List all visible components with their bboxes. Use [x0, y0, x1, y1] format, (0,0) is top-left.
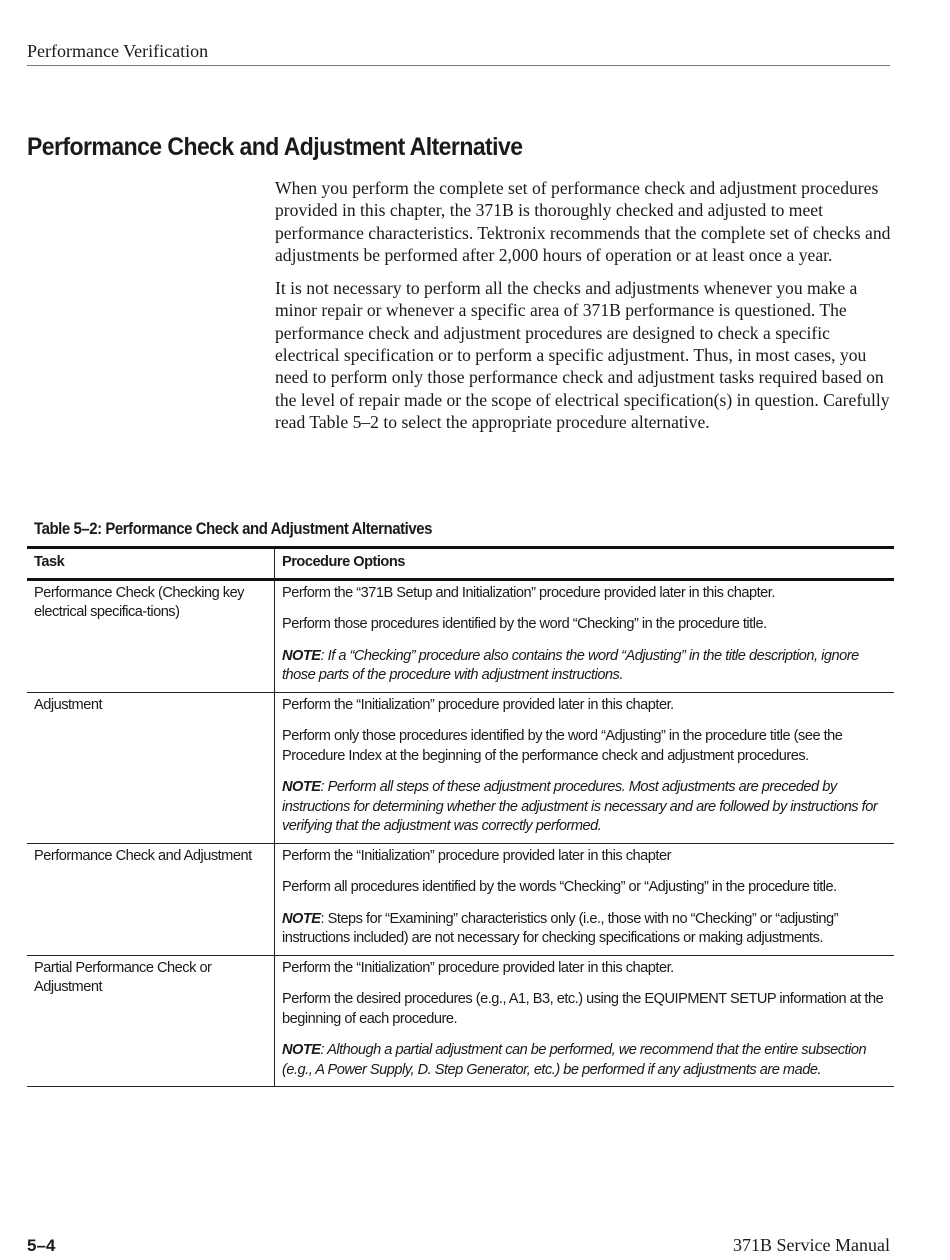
manual-title: 371B Service Manual [733, 1235, 890, 1255]
note [282, 778, 888, 837]
running-head: Performance Verification [27, 41, 209, 61]
option-text: Perform the “Initialization” procedure provided later in this chapter. [282, 696, 674, 713]
procedure-option [282, 727, 888, 766]
option-text: : Steps for “Examining” characteristics only (i.e., those with no “Checking” or “adjusting” instructions included) are not necessary for checking specifications or making adjustments. [282, 910, 838, 946]
note [282, 910, 888, 949]
table-header-row [27, 548, 894, 580]
task-cell: Partial Performance Check or Adjustment [27, 955, 275, 1087]
procedure-option [282, 584, 888, 604]
table-row [27, 579, 894, 692]
note-label: NOTE [282, 779, 321, 795]
procedure-option [282, 696, 888, 716]
task-cell: Performance Check (Checking key electrical specifica-tions) [27, 579, 275, 692]
option-text: Perform the desired procedures (e.g., A1, B3, etc.) using the EQUIPMENT SETUP information at the beginning of each procedure. [282, 991, 884, 1027]
note [282, 1041, 888, 1080]
procedure-option [282, 615, 888, 635]
options-cell [275, 579, 895, 692]
alternatives-table [27, 546, 894, 1087]
paragraph: It is not necessary to perform all the checks and adjustments whenever you make a minor repair or whenever a specific area of 371B performance is questioned. The performance check and adjustment procedures are designed to check a specific electrical specification or to perform a specific adjustment. Thus, in most cases, you need to perform only those performance check and adjustment tasks required based on the level of repair made or the scope of electrical specification(s) in question. Carefully read Table 5–2 to select the appropriate procedure alternative. [275, 278, 890, 432]
table-title: Table 5–2: Performance Check and Adjustment Alternatives [34, 519, 432, 538]
table-row [27, 692, 894, 843]
procedure-option [282, 959, 888, 979]
table-row [27, 843, 894, 955]
option-text: Perform the “Initialization” procedure provided later in this chapter. [282, 959, 674, 976]
option-text: Perform those procedures identified by the word “Checking” in the procedure title. [282, 616, 767, 632]
table-row [27, 955, 894, 1087]
note-label: NOTE [282, 910, 321, 927]
note-label: NOTE [282, 647, 321, 664]
option-text: Perform the “Initialization” procedure provided later in this chapter [282, 847, 671, 864]
procedure-option [282, 990, 888, 1029]
options-cell [275, 692, 895, 843]
column-header-task: Task [27, 548, 275, 580]
note-label: NOTE [282, 1042, 321, 1058]
option-text: : Although a partial adjustment can be performed, we recommend that the entire subsection (e.g., A Power Supply, D. Step Generator, etc.) be performed if any adjustments are made. [282, 1042, 867, 1078]
option-text: Perform only those procedures identified by the word “Adjusting” in the procedure title (see the Procedure Index at the beginning of the performance check and adjustment procedures. [282, 728, 843, 764]
option-text: Perform the “371B Setup and Initialization” procedure provided later in this chapter. [282, 584, 775, 601]
body-text [275, 177, 895, 444]
section-title: Performance Check and Adjustment Alternative [27, 133, 523, 161]
task-cell: Performance Check and Adjustment [27, 843, 275, 955]
procedure-option [282, 847, 888, 867]
column-header-options: Procedure Options [275, 548, 895, 580]
header-rule [27, 65, 890, 66]
page-number: 5–4 [27, 1236, 56, 1255]
procedure-option [282, 878, 888, 898]
note [282, 647, 888, 686]
option-text: : Perform all steps of these adjustment procedures. Most adjustments are preceded by instructions for determining whether the adjustment is necessary and are followed by instructions for verifying that the adjustment was correctly performed. [282, 779, 878, 834]
option-text: Perform all procedures identified by the words “Checking” or “Adjusting” in the procedure title. [282, 879, 837, 895]
options-cell [275, 843, 895, 955]
task-cell: Adjustment [27, 692, 275, 843]
option-text: : If a “Checking” procedure also contains the word “Adjusting” in the title description, ignore those parts of the procedure with adjustment instructions. [282, 647, 859, 683]
options-cell [275, 955, 895, 1087]
paragraph: When you perform the complete set of performance check and adjustment procedures provided in this chapter, the 371B is thoroughly checked and adjusted to meet performance characteristics. Tektronix recommends that the complete set of checks and adjustments be performed after 2,000 hours of operation or at least once a year. [275, 178, 891, 265]
